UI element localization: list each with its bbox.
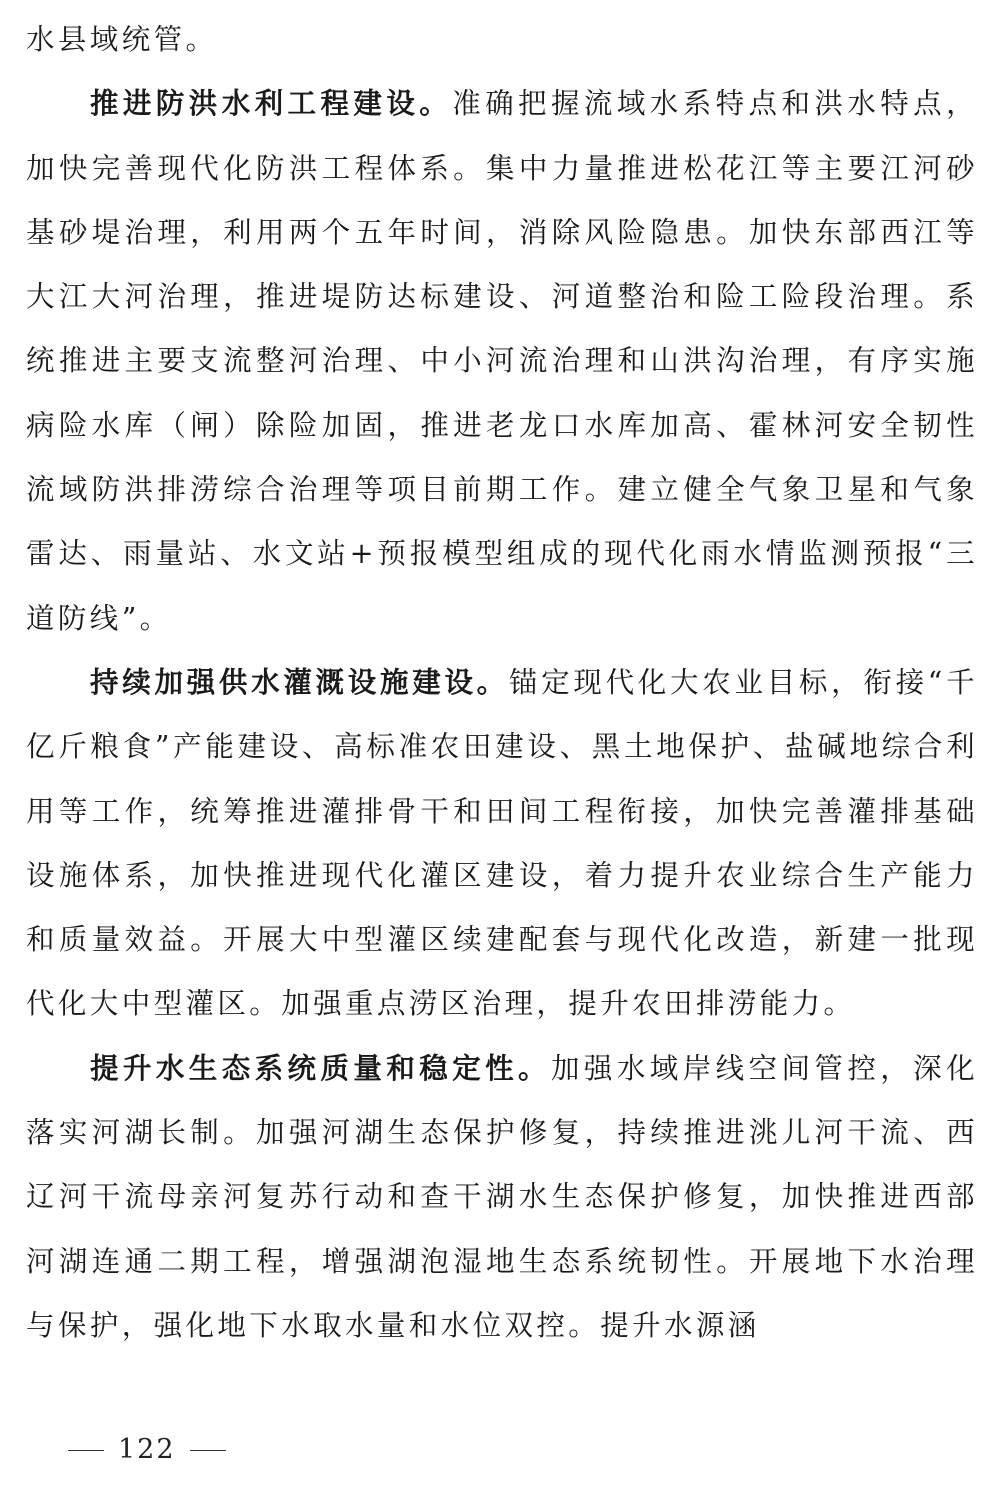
- paragraph-heading: 推进防洪水利工程建设。: [90, 87, 453, 121]
- paragraph-heading: 持续加强供水灌溉设施建设。: [90, 665, 509, 699]
- paragraph-text: 准确把握流域水系特点和洪水特点，加快完善现代化防洪工程体系。集中力量推进松花江等主要江河砂基砂堤治理，利用两个五年时间，消除风险隐患。加快东部西江等大江大河治理，推进堤防达标建设、河道整治和险工险段治理。系统推进主要支流整河治理、中小河流治理和山洪沟治理，有序实施病险水库（闸）除险加固，推进老龙口水库加高、霍林河安全韧性流域防洪排涝综合治理等项目前期工作。建立健全气象卫星和气象雷达、雨量站、水文站+预报模型组成的现代化雨水情监测预报“三道防线”。: [26, 87, 979, 635]
- footer-dash-right: [190, 1450, 226, 1451]
- footer-dash-left: [68, 1450, 104, 1451]
- page-number: 122: [118, 1434, 176, 1465]
- paragraph-irrigation: [26, 651, 978, 1037]
- paragraph-heading: 提升水生态系统质量和稳定性。: [90, 1051, 551, 1085]
- paragraph-flood-control: [26, 72, 978, 651]
- paragraph-text: 锚定现代化大农业目标，衔接“千亿斤粮食”产能建设、高标准农田建设、黑土地保护、盐碱地综合利用等工作，统筹推进灌排骨干和田间工程衔接，加快完善灌排基础设施体系，加快推进现代化灌区建设，着力提升农业综合生产能力和质量效益。开展大中型灌区续建配套与现代化改造，新建一批现代化大中型灌区。加强重点涝区治理，提升农田排涝能力。: [26, 665, 978, 1021]
- paragraph-text: 水县域统管。: [26, 23, 218, 56]
- paragraph-water-ecology: [26, 1037, 978, 1358]
- paragraph-text: 加强水域岸线空间管控，深化落实河湖长制。加强河湖生态保护修复，持续推进洮儿河干流、西辽河干流母亲河复苏行动和查干湖水生态保护修复，加快推进西部河湖连通二期工程，增强湖泡湿地生态系统韧性。开展地下水治理与保护，强化地下水取水量和水位双控。提升水源涵: [26, 1051, 979, 1342]
- page-footer: [54, 1434, 240, 1465]
- paragraph-continuation: [26, 8, 978, 72]
- document-page: [26, 0, 978, 1358]
